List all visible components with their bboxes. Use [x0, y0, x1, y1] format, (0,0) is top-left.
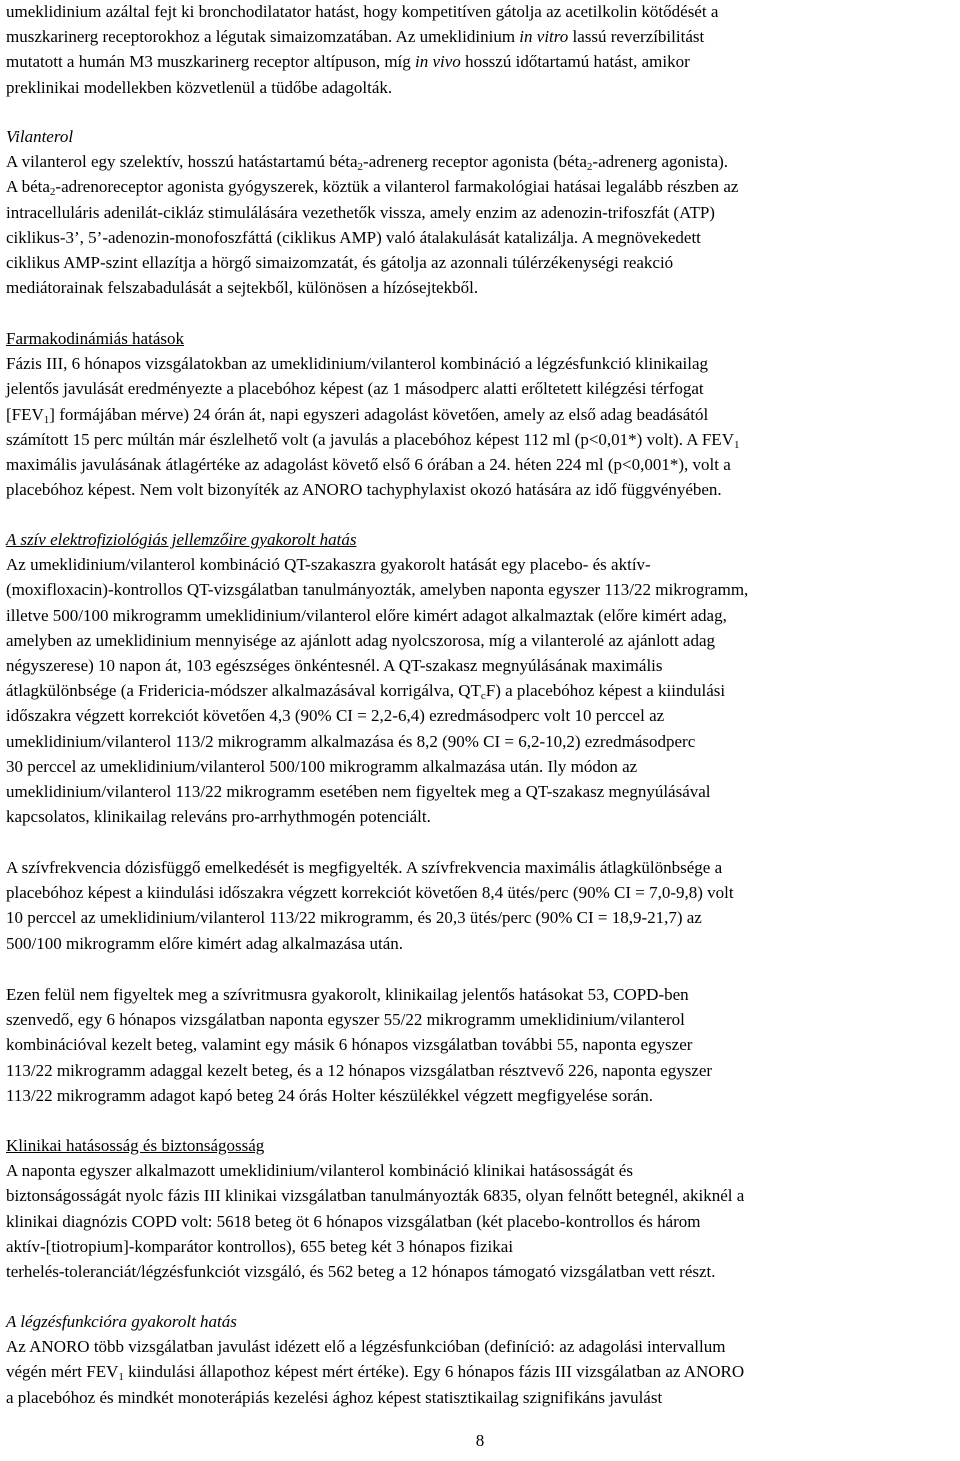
text-line: ciklikus-3’, 5’-adenozin-monofoszfáttá (ciklikus AMP) való átalakulását katalizálja. A megnövekedett	[6, 227, 701, 247]
klinikai-section	[6, 1133, 960, 1284]
text-line: amelyben az umeklidinium mennyisége az ajánlott adag nyolcszorosa, míg a vilanterolé az ajánlott adag	[6, 630, 716, 650]
text-line: időszakra végzett korrekciót követően 4,3 (90% CI = 2,2-6,4) ezredmásodperc volt 10 perccel az	[6, 706, 665, 726]
text-line: végén mért $FEV_1$ kiindulási állapothoz képest mért értéke). Egy 6 hónapos fázis III vizsgálatban az ANORO	[6, 1362, 745, 1384]
text-line: illetve 500/100 mikrogramm umeklidinium/vilanterol előre kimért adagot alkalmaztak (előre kimért adag,	[6, 605, 727, 625]
text-line: $[FEV_1]$ formájában mérve) 24 órán át, napi egyszeri adagolást követően, amely az első adag beadásától	[6, 404, 709, 426]
text-line: számított 15 perc múltán már észlelhető volt (a javulás a placebóhoz képest 112 ml (p<0,01*) volt). A $FEV_1$	[6, 429, 740, 451]
legzes-section	[6, 1309, 960, 1410]
text-line: (moxifloxacin)-kontrollos QT-vizsgálatban tanulmányozták, amelyben naponta egyszer 113/22 mikrogramm,	[6, 580, 749, 600]
section-heading: Farmakodinámiás hatások	[6, 329, 184, 348]
text-line: umeklidinium azáltal fejt ki bronchodilatator hatást, hogy kompetitíven gátolja az acetilkolin kötődését a	[6, 2, 719, 21]
text-line: Fázis III, 6 hónapos vizsgálatokban az umeklidinium/vilanterol kombináció a légzésfunkció klinikailag	[6, 354, 709, 374]
section-heading: Klinikai hatásosság és biztonságosság	[6, 1136, 265, 1155]
ritmus-paragraph	[6, 982, 960, 1108]
section-heading: Vilanterol	[6, 127, 74, 146]
text-line: klinikai diagnózis COPD volt: 5618 beteg öt 6 hónapos vizsgálatban (két placebo-kontrollos és három	[6, 1211, 701, 1231]
section-heading: A légzésfunkcióra gyakorolt hatás	[6, 1312, 237, 1331]
text-line: 500/100 mikrogramm előre kimért adag alkalmazása után.	[6, 933, 404, 953]
text-line: terhelés-toleranciát/légzésfunkciót vizsgáló, és 562 beteg a 12 hónapos támogató vizsgálatban vett részt.	[6, 1262, 716, 1282]
text-line: intracelluláris adenilát-cikláz stimulálására vezethetők vissza, amely enzim az adenozin-trifoszfát (ATP)	[6, 202, 715, 222]
text-line: placebóhoz képest a kiindulási időszakra végzett korrekciót követően 8,4 ütés/perc (90% CI = 7,0-9,8) volt	[6, 883, 734, 903]
text-line: Ezen felül nem figyeltek meg a szívritmusra gyakorolt, klinikailag jelentős hatásokat 53, COPD-ben	[6, 985, 689, 1004]
text-line: 113/22 mikrogramm adagot kapó beteg 24 órás Holter készülékkel végzett megfigyelése során.	[6, 1085, 654, 1105]
text-line: Az ANORO több vizsgálatban javulást idézett elő a légzésfunkcióban (definíció: az adagolási intervallum	[6, 1337, 726, 1357]
farmakodinamias-section	[6, 326, 960, 502]
text-line: muszkarinerg receptorokhoz a légutak simaizomzatában. Az umeklidinium in vitro lassú reverzíbilitást	[6, 27, 705, 47]
vilanterol-section	[6, 124, 960, 300]
intro-paragraph	[6, 0, 960, 100]
text-line: maximális javulásának átlagértéke az adagolást követő első 6 órában a 24. héten 224 ml (p<0,001*), volt a	[6, 455, 731, 475]
text-line: umeklidinium/vilanterol 113/22 mikrogramm esetében nem figyeltek meg a QT-szakasz megnyúlásával	[6, 782, 711, 802]
section-heading: A szív elektrofiziológiás jellemzőire gyakorolt hatás	[6, 530, 357, 549]
text-line: preklinikai modellekben közvetlenül a tüdőbe adagolták.	[6, 77, 393, 97]
text-line: 10 perccel az umeklidinium/vilanterol 113/22 mikrogramm, és 20,3 ütés/perc (90% CI = 18,9-21,7) az	[6, 908, 702, 928]
text-line: jelentős javulását eredményezte a placebóhoz képest (az 1 másodperc alatti erőltetett kilégzési térfogat	[6, 379, 704, 399]
text-line: 30 perccel az umeklidinium/vilanterol 500/100 mikrogramm alkalmazása után. Ily módon az	[6, 756, 638, 776]
text-line: 113/22 mikrogramm adaggal kezelt beteg, és a 12 hónapos vizsgálatban résztvevő 226, naponta egyszer	[6, 1060, 713, 1080]
text-line: négyszerese) 10 napon át, 103 egészséges önkéntesnél. A QT-szakasz megnyúlásának maximális	[6, 656, 663, 676]
text-line: A szívfrekvencia dózisfüggő emelkedését is megfigyelték. A szívfrekvencia maximális átlagkülönbsége a	[6, 858, 723, 877]
text-line: mutatott a humán M3 muszkarinerg receptor altípuson, míg in vivo hosszú időtartamú hatást, amikor	[6, 52, 690, 72]
szivfrekvencia-paragraph	[6, 855, 960, 956]
text-line: aktív-[tiotropium]-komparátor kontrollos), 655 beteg két 3 hónapos fizikai	[6, 1236, 514, 1256]
text-line: placebóhoz képest. Nem volt bizonyíték az ANORO tachyphylaxist okozó hatására az idő függvényében.	[6, 480, 722, 500]
text-line: A vilanterol egy szelektív, hosszú hatástartamú béta$_2$-adrenerg receptor agonista (béta$_2$-adrenerg agonista).	[6, 152, 729, 174]
text-line: ciklikus AMP-szint ellazítja a hörgő simaizomzatát, és gátolja az azonnali túlérzékenységi reakció	[6, 253, 674, 273]
text-line: kombinációval kezelt beteg, valamint egy másik 6 hónapos vizsgálatban további 55, naponta egyszer	[6, 1035, 693, 1055]
text-line: mediátorainak felszabadulását a sejtekből, különösen a hízósejtekből.	[6, 278, 479, 298]
text-line: kapcsolatos, klinikailag releváns pro-arrhythmogén potenciált.	[6, 807, 431, 827]
text-line: szenvedő, egy 6 hónapos vizsgálatban naponta egyszer 55/22 mikrogramm umeklidinium/vilanterol	[6, 1010, 685, 1030]
text-line: umeklidinium/vilanterol 113/2 mikrogramm alkalmazása és 8,2 (90% CI = 6,2-10,2) ezredmásodperc	[6, 731, 696, 751]
text-line: Az umeklidinium/vilanterol kombináció QT-szakaszra gyakorolt hatását egy placebo- és aktív-	[6, 555, 651, 575]
text-line: A béta$_2$-adrenoreceptor agonista gyógyszerek, köztük a vilanterol farmakológiai hatásai legalább részben az	[6, 177, 739, 199]
text-line: a placebóhoz és mindkét monoterápiás kezelési ághoz képest statisztikailag szignifikáns javulást	[6, 1387, 663, 1407]
text-line: átlagkülönbsége (a Fridericia-módszer alkalmazásával korrigálva, $QT_cF$) a placebóhoz képest a kiindulási	[6, 681, 726, 703]
page-number: 8	[475, 1431, 485, 1450]
sziv-section	[6, 527, 960, 829]
text-line: biztonságosságát nyolc fázis III klinikai vizsgálatban tanulmányozták 6835, olyan felnőtt betegnél, akiknél a	[6, 1186, 745, 1206]
text-line: A naponta egyszer alkalmazott umeklidinium/vilanterol kombináció klinikai hatásosságát és	[6, 1161, 633, 1181]
